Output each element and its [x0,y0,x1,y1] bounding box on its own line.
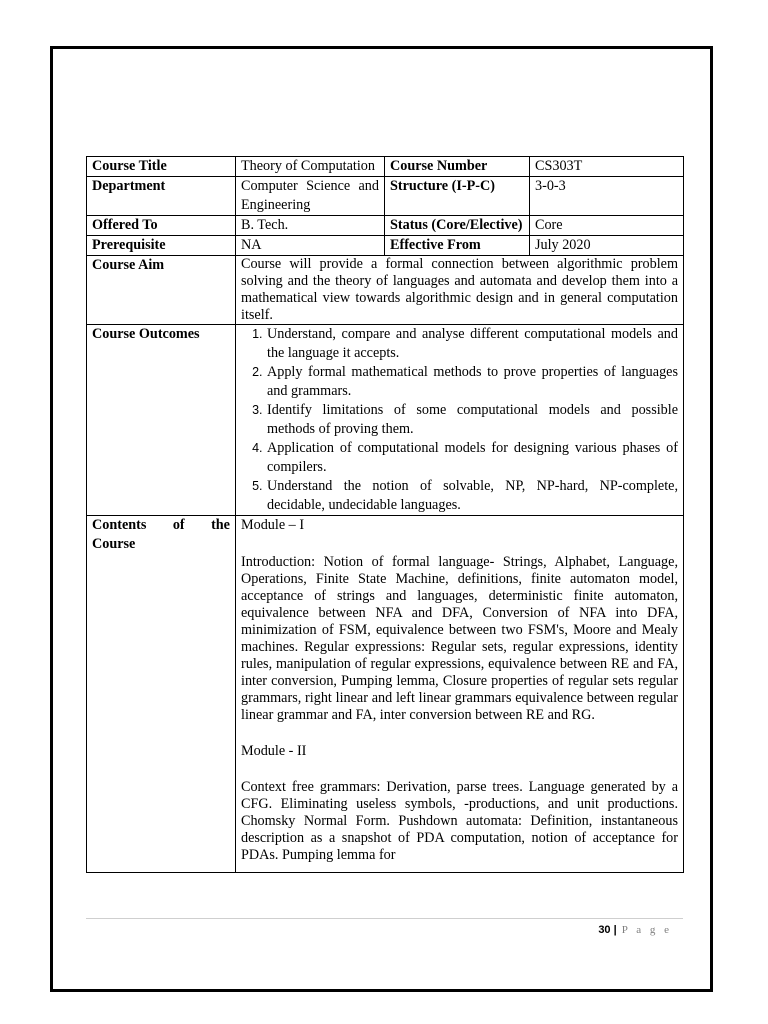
module-title: Module – I [241,517,305,533]
page-number: 30 [598,924,611,936]
course-aim-label: Course Aim [87,256,236,325]
prerequisite-value: NA [236,236,385,256]
table-row [87,236,684,256]
table-row [87,516,684,873]
course-aim-value: Course will provide a formal connection between algorithmic problem solving and the theory of languages and automata and develop them into a mathematical view towards algorithmic design and in general computation itself. [236,256,684,325]
offered-to-label: Offered To [87,216,236,236]
list-item: 4. Application of computational models for designing various phases of compilers. [266,439,678,477]
department-value: Computer Science and Engineering [236,177,385,216]
module-text: Introduction: Notion of formal language- Strings, Alphabet, Language, Operations, Finite State Machine, definitions, finite automaton model, acceptance of strings and languages, deterministic finite automaton, equivalence between NFA and DFA, Conversion of NFA into DFA, minimization of FSM, equivalence between two FSM's, Moore and Mealy machines. Regular expressions: Regular sets, regular expressions, identity rules, manipulation of regular expressions, equivalence between RE and FA, inter conversion, Pumping lemma, Closure properties of regular sets regular grammars, right linear and left linear grammars equivalence between regular linear grammar and FA, inter conversion between RE and RG. [241,554,678,723]
department-label: Department [87,177,236,216]
effective-from-value: July 2020 [530,236,684,256]
contents-label-cell [87,516,236,873]
course-outcomes-list [241,325,678,515]
module-title: Module - II [241,743,307,759]
table-row [87,157,684,177]
table-row [87,216,684,236]
course-details-table [86,156,684,873]
table-row [87,325,684,516]
module-text: Context free grammars: Derivation, parse trees. Language generated by a CFG. Eliminating useless symbols, -productions, and unit productions. Chomsky Normal Form. Pushdown automata: Definition, instantaneous description as a snapshot of PDA computation, notion of acceptance for PDAs. Pumping lemma for [241,779,678,863]
course-number-value: CS303T [530,157,684,177]
offered-to-value: B. Tech. [236,216,385,236]
table-row [87,177,684,216]
prerequisite-label: Prerequisite [87,236,236,256]
list-item: 1. Understand, compare and analyse different computational models and the language it accepts. [266,325,678,363]
footer-separator: | [613,924,617,936]
page-footer [598,924,672,936]
structure-value: 3-0-3 [530,177,684,216]
contents-label: Contents of the [92,517,230,533]
list-item: 3. Identify limitations of some computational models and possible methods of proving them. [266,401,678,439]
footer-rule [86,918,683,919]
course-title-label: Course Title [87,157,236,177]
table-row [87,256,684,325]
list-item: 5. Understand the notion of solvable, NP, NP-hard, NP-complete, decidable, undecidable languages. [266,477,678,515]
course-outcomes-label: Course Outcomes [87,325,236,516]
course-title-value: Theory of Computation [236,157,385,177]
course-outcomes-cell [236,325,684,516]
page-word: P a g e [621,924,672,936]
status-label: Status (Core/Elective) [385,216,530,236]
contents-label-last: Course [92,536,136,552]
contents-cell [236,516,684,873]
structure-label: Structure (I-P-C) [385,177,530,216]
effective-from-label: Effective From [385,236,530,256]
status-value: Core [530,216,684,236]
list-item: 2. Apply formal mathematical methods to prove properties of languages and grammars. [266,363,678,401]
course-number-label: Course Number [385,157,530,177]
